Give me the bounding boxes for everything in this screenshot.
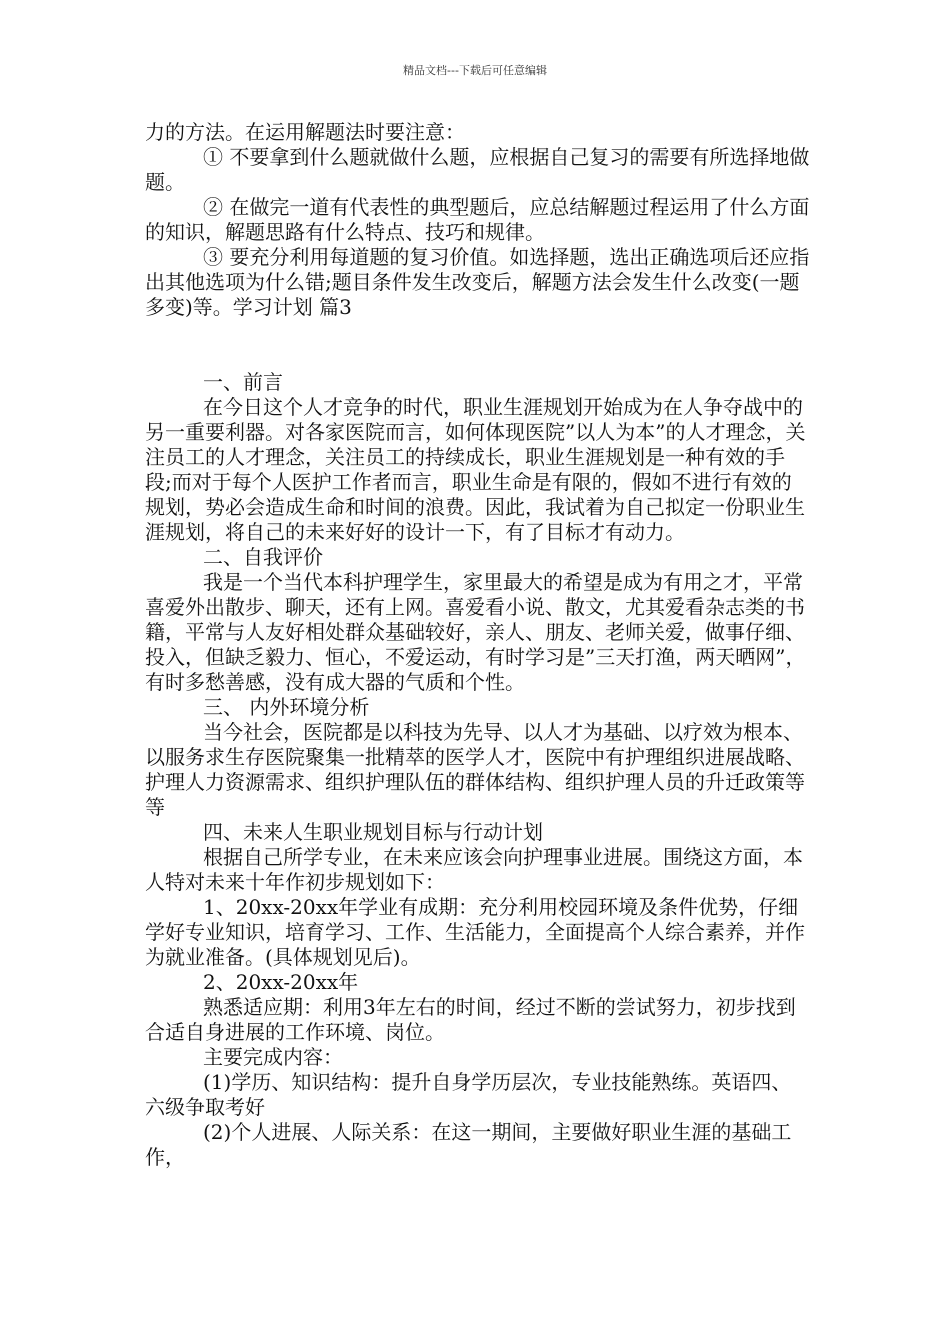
paragraph: 2、20xx-20xx年 bbox=[203, 970, 359, 994]
page-header: 精品文档---下载后可任意编辑 bbox=[403, 64, 547, 77]
section-heading: 二、自我评价 bbox=[203, 545, 323, 569]
paragraph: 根据自己所学专业，在未来应该会向护理事业进展。围绕这方面，本人特对未来十年作初步规划如下： bbox=[145, 845, 803, 894]
section-heading: 三、 内外环境分析 bbox=[203, 695, 370, 719]
document-body bbox=[145, 120, 811, 1170]
paragraph: 主要完成内容： bbox=[203, 1045, 343, 1069]
paragraph: ② 在做完一道有代表性的典型题后，应总结解题过程运用了什么方面的知识，解题思路有什么特点、技巧和规律。 bbox=[145, 195, 810, 244]
paragraph: ③ 要充分利用每道题的复习价值。如选择题，选出正确选项后还应指出其他选项为什么错;题目条件发生改变后，解题方法会发生什么改变(一题多变)等。学习计划 篇3 bbox=[145, 245, 810, 319]
paragraph: ① 不要拿到什么题就做什么题，应根据自己复习的需要有所选择地做题。 bbox=[145, 145, 810, 194]
paragraph: 1、20xx-20xx年学业有成期：充分利用校园环境及条件优势，仔细学好专业知识，培育学习、工作、生活能力，全面提高个人综合素养，并作为就业准备。(具体规划见后)。 bbox=[145, 895, 805, 969]
section-heading: 四、未来人生职业规划目标与行动计划 bbox=[203, 820, 543, 844]
paragraph: 力的方法。在运用解题法时要注意： bbox=[145, 120, 465, 144]
paragraph: 当今社会，医院都是以科技为先导、以人才为基础、以疗效为根本、以服务求生存医院聚集一批精萃的医学人才，医院中有护理组织进展战略、护理人力资源需求、组织护理队伍的群体结构、组织护理人员的升迁政策等等 bbox=[145, 720, 805, 819]
section-heading: 一、前言 bbox=[203, 370, 283, 394]
section-gap bbox=[145, 320, 811, 370]
paragraph: 我是一个当代本科护理学生，家里最大的希望是成为有用之才，平常喜爱外出散步、聊天，还有上网。喜爱看小说、散文，尤其爱看杂志类的书籍，平常与人友好相处群众基础较好，亲人、朋友、老师关爱，做事仔细、投入，但缺乏毅力、恒心，不爱运动，有时学习是”三天打渔，两天晒网”，有时多愁善感，没有成大器的气质和个性。 bbox=[145, 570, 806, 694]
paragraph: (2)个人进展、人际关系：在这一期间，主要做好职业生涯的基础工作， bbox=[145, 1120, 792, 1169]
paragraph: (1)学历、知识结构：提升自身学历层次，专业技能熟练。英语四、六级争取考好 bbox=[145, 1070, 792, 1119]
paragraph: 熟悉适应期：利用3年左右的时间，经过不断的尝试努力，初步找到合适自身进展的工作环境、岗位。 bbox=[145, 995, 796, 1044]
paragraph: 在今日这个人才竞争的时代，职业生涯规划开始成为在人争夺战中的另一重要利器。对各家医院而言，如何体现医院”以人为本”的人才理念，关注员工的人才理念，关注员工的持续成长，职业生涯规划是一种有效的手段;而对于每个人医护工作者而言，职业生命是有限的，假如不进行有效的规划，势必会造成生命和时间的浪费。因此，我试着为自己拟定一份职业生涯规划，将自己的未来好好的设计一下，有了目标才有动力。 bbox=[145, 395, 806, 544]
